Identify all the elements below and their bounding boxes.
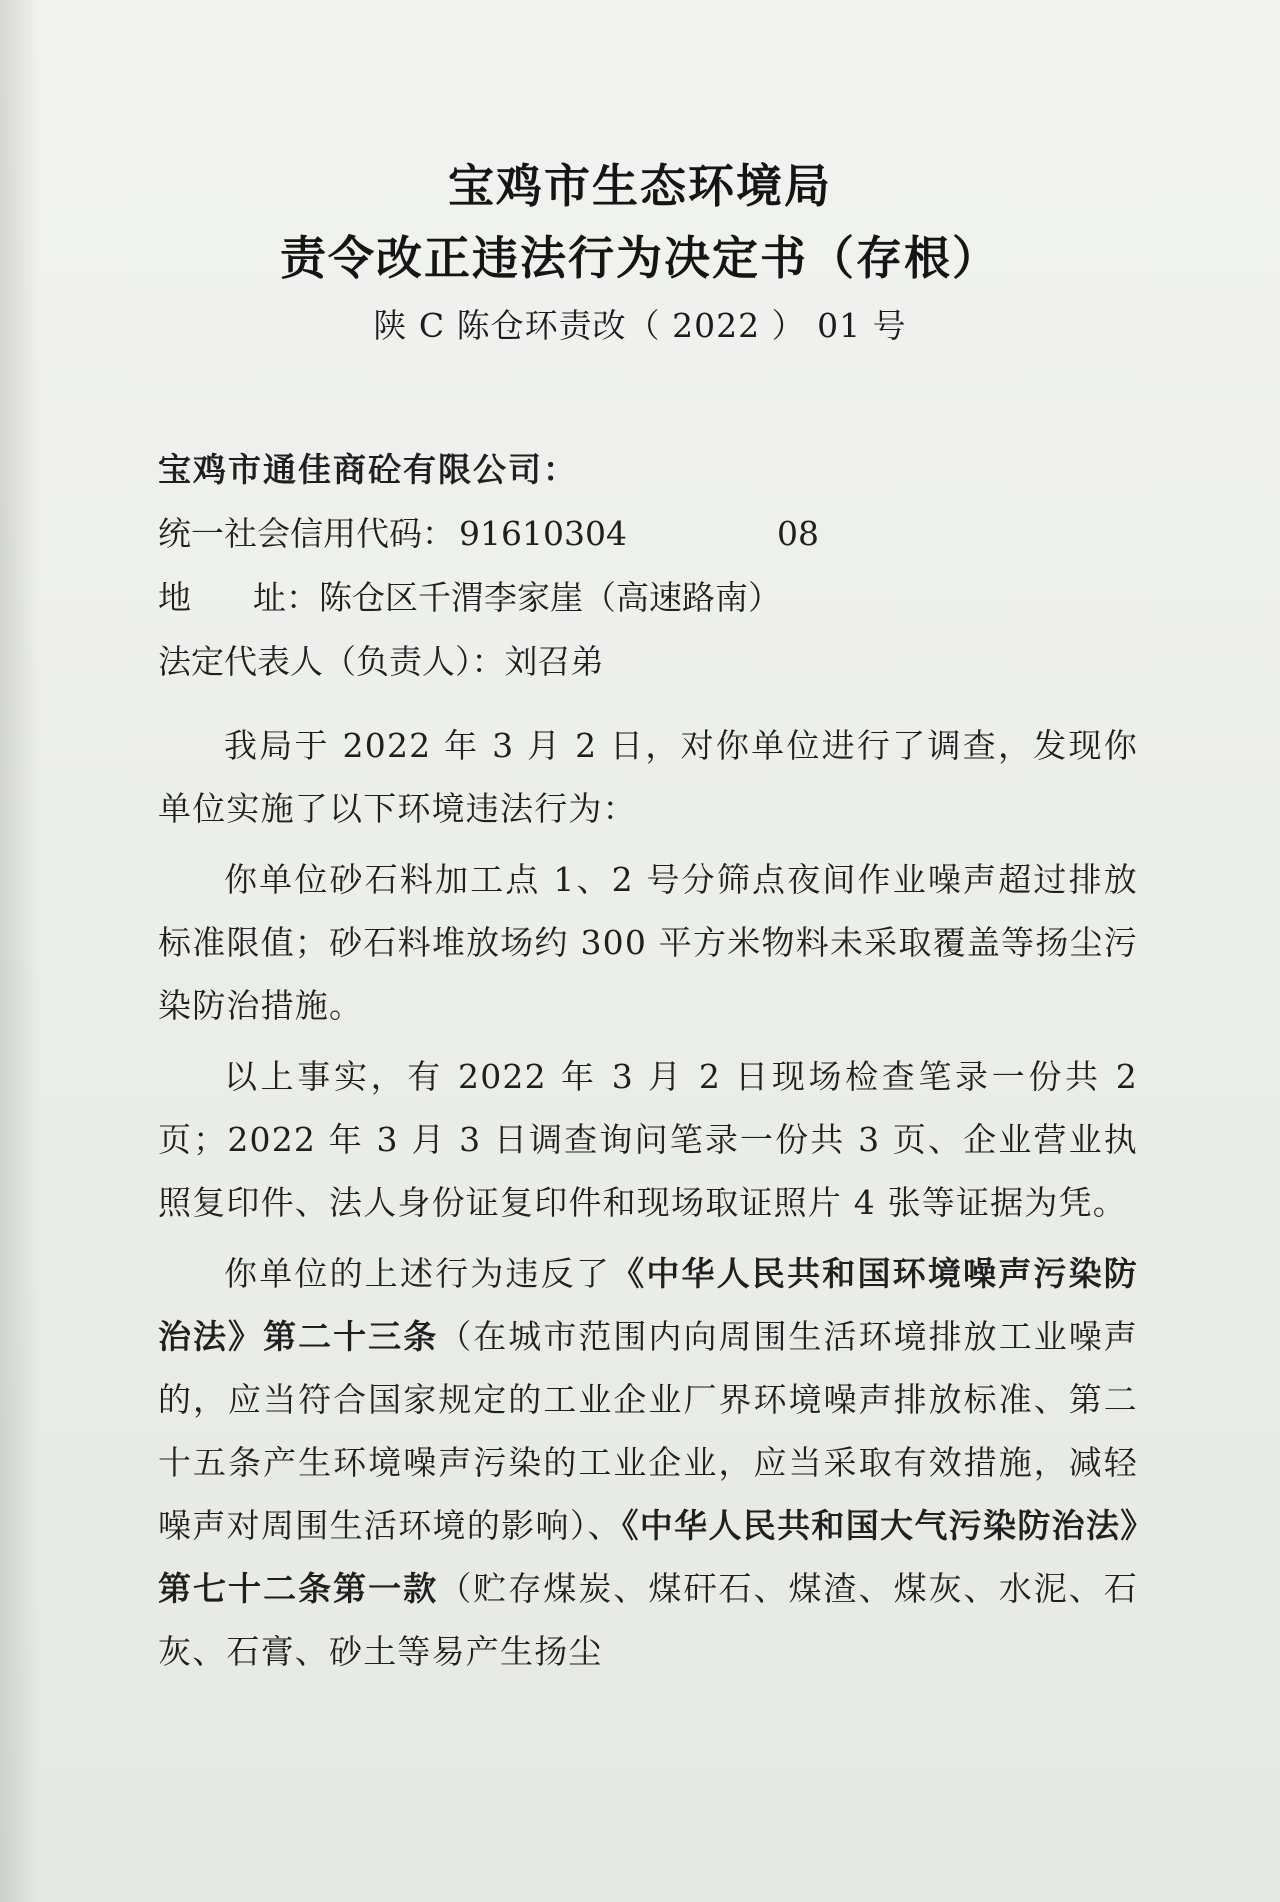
company-name: 宝鸡市通佳商砼有限公司： [158, 450, 578, 489]
document-title: 责令改正违法行为决定书（存根） [280, 231, 1000, 285]
address-value: 陈仓区千渭李家崖（高速路南） [319, 578, 781, 617]
legal-rep-name: 刘召弟 [504, 642, 604, 681]
legal-rep-line [158, 630, 1158, 694]
legal-basis-air-detail: （贮存煤炭、煤矸石、煤渣、煤灰、水泥、石灰、石膏、砂土等易产生扬尘 [158, 1569, 1138, 1671]
law-citation-noise: 《中华人民共和国环境噪声污染防治法》第二十三条 [158, 1254, 1139, 1356]
recipient-info [158, 438, 1158, 694]
document-body [158, 714, 1138, 1691]
legal-basis-intro: 你单位的上述行为违反了 [224, 1254, 612, 1293]
legal-basis-noise-detail: （在城市范围内向周围生活环境排放工业噪声的，应当符合国家规定的工业企业厂界环境噪声排放标准、第二十五条产生环境噪声污染的工业企业，应当采取有效措施，减轻噪声对周围生活环境的影响）、 [158, 1317, 1138, 1545]
legal-rep-label: 法定代表人（负责人）： [158, 642, 505, 681]
paragraph-violation: 你单位砂石料加工点 1、2 号分筛点夜间作业噪声超过排放标准限值；砂石料堆放场约 300 平方米物料未采取覆盖等扬尘污染防治措施。 [158, 860, 1138, 1025]
law-citation-air: 《中华人民共和国大气污染防治法》第七十二条第一款 [158, 1506, 1138, 1608]
credit-code-label: 统一社会信用代码： [158, 514, 455, 553]
issuer-title: 宝鸡市生态环境局 [448, 159, 832, 213]
address-label-part2: 址： [253, 578, 319, 617]
document-header [0, 150, 1280, 356]
address-line [158, 566, 1158, 630]
credit-code-line [158, 502, 1158, 566]
credit-code-value: 91610304 [459, 514, 627, 553]
paragraph-legal-basis [158, 1242, 1138, 1683]
credit-code-suffix: 08 [776, 514, 819, 553]
address-label-part1: 地 [158, 578, 191, 617]
paragraph-evidence: 以上事实，有 2022 年 3 月 2 日现场检查笔录一份共 2 页；2022 年 3 月 3 日调查询问笔录一份共 3 页、企业营业执照复印件、法人身份证复印件和现场取证照片 4 张等证据为凭。 [158, 1057, 1138, 1222]
document-number: 陕 C 陈仓环责改（ 2022 ） 01 号 [373, 306, 907, 345]
paragraph-investigation: 我局于 2022 年 3 月 2 日，对你单位进行了调查，发现你单位实施了以下环境违法行为： [158, 726, 1138, 828]
